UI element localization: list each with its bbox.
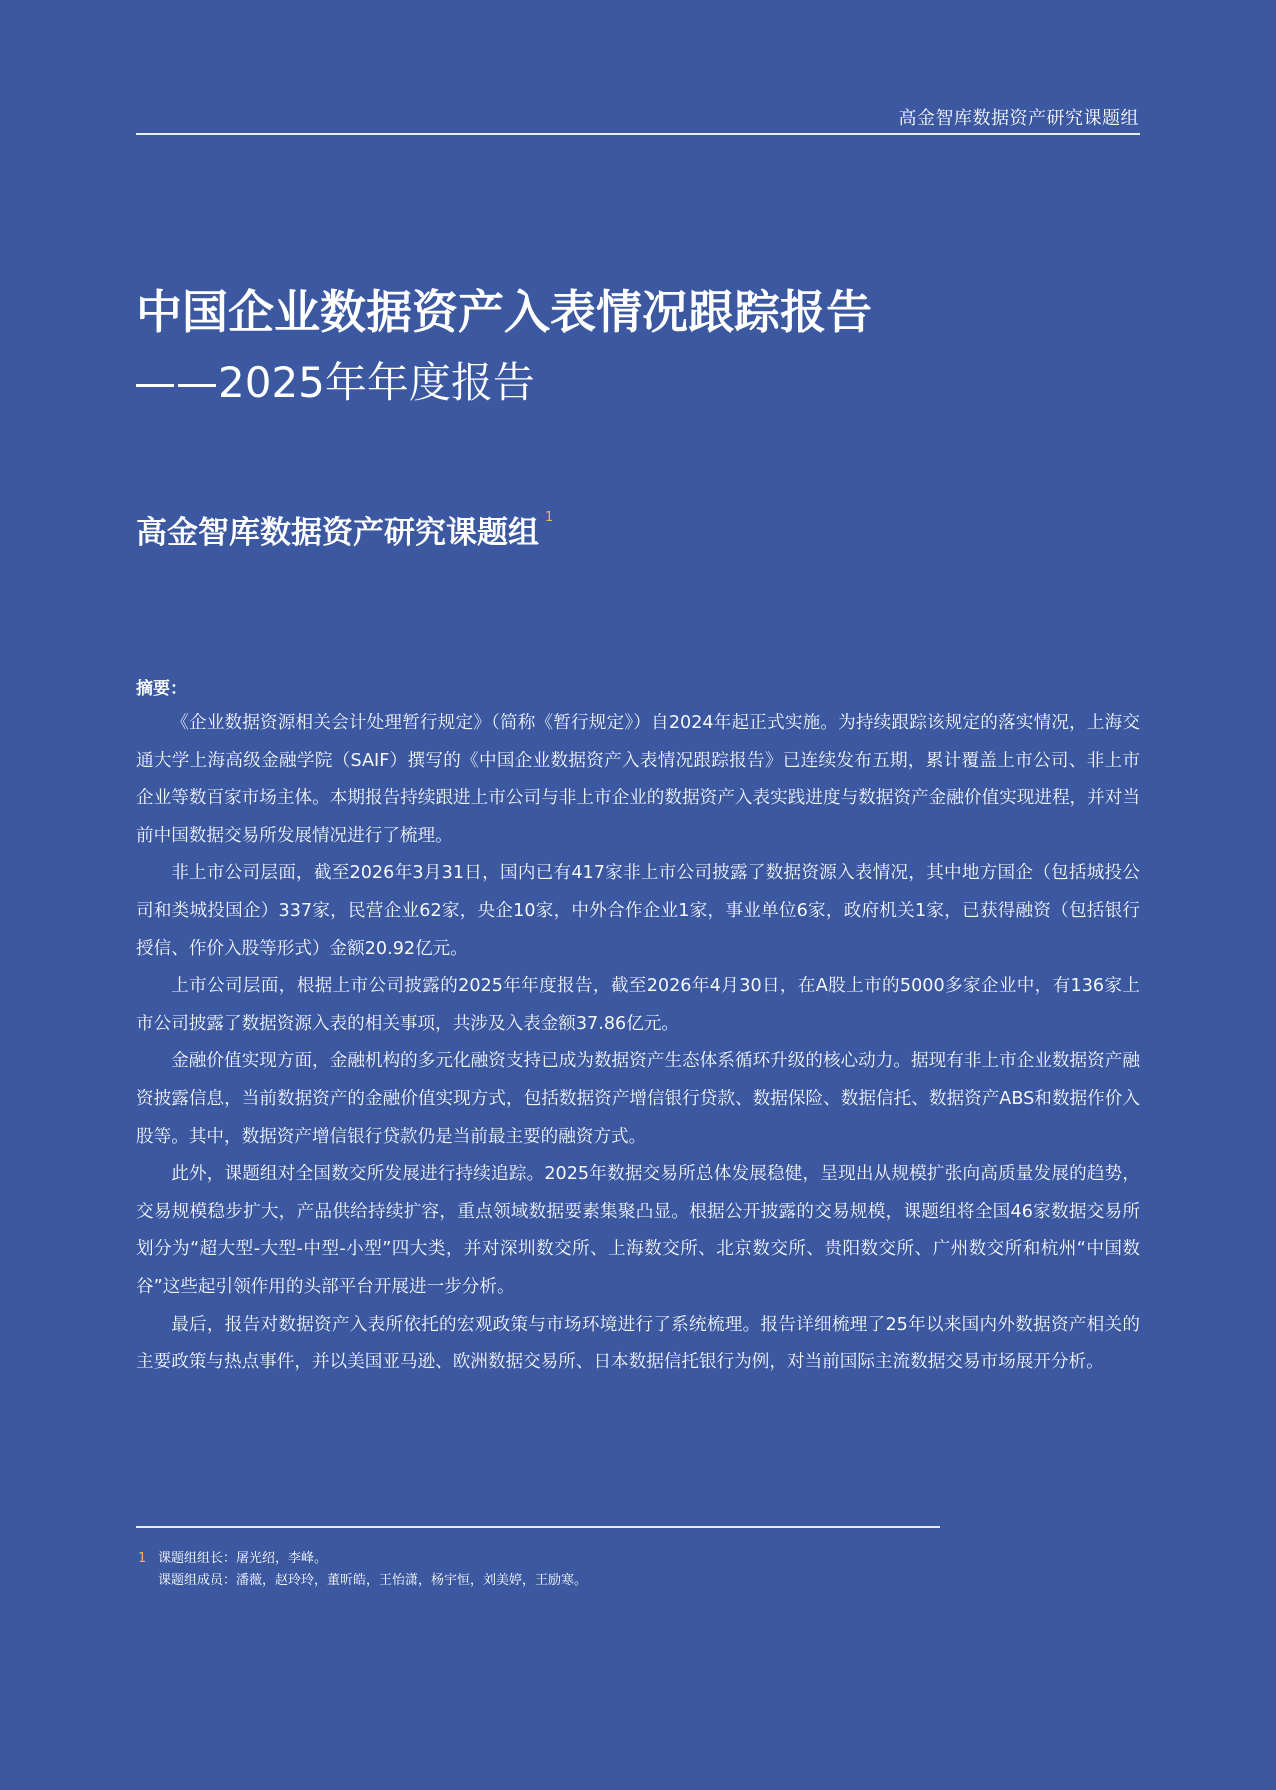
abstract-paragraph: 《企业数据资源相关会计处理暂行规定》（简称《暂行规定》）自2024年起正式实施。为持续跟踪该规定的落实情况，上海交通大学上海高级金融学院（SAIF）撰写的《中国企业数据资产入表情况跟踪报告》已连续发布五期，累计覆盖上市公司、非上市企业等数百家市场主体。本期报告持续跟进上市公司与非上市企业的数据资产入表实践进度与数据资产金融价值实现进程，并对当前中国数据交易所发展情况进行了梳理。 [136,713,1140,846]
abstract-paragraph: 上市公司层面，根据上市公司披露的2025年年度报告，截至2026年4月30日，在A股上市的5000多家企业中，有136家上市公司披露了数据资源入表的相关事项，共涉及入表金额37.86亿元。 [136,976,1140,1034]
author-name: 高金智库数据资产研究课题组 [136,515,539,551]
report-title: 中国企业数据资产入表情况跟踪报告 [136,285,872,339]
footnote [138,1548,587,1592]
header-org-name: 高金智库数据资产研究课题组 [898,108,1139,129]
abstract-paragraph: 金融价值实现方面，金融机构的多元化融资支持已成为数据资产生态体系循环升级的核心动力。据现有非上市企业数据资产融资披露信息，当前数据资产的金融价值实现方式，包括数据资产增信银行贷款、数据保险、数据信托、数据资产ABS和数据作价入股等。其中，数据资产增信银行贷款仍是当前最主要的融资方式。 [136,1051,1140,1147]
abstract-paragraph: 此外，课题组对全国数交所发展进行持续追踪。2025年数据交易所总体发展稳健，呈现出从规模扩张向高质量发展的趋势，交易规模稳步扩大，产品供给持续扩容，重点领域数据要素集聚凸显。根据公开披露的交易规模，课题组将全国46家数据交易所划分为“超大型-大型-中型-小型”四大类，并对深圳数交所、上海数交所、北京数交所、贵阳数交所、广州数交所和杭州“中国数谷”这些起引领作用的头部平台开展进一步分析。 [136,1164,1140,1297]
report-subtitle: ——2025年年度报告 [134,358,535,407]
header-divider [136,133,1140,135]
abstract-body [136,705,1140,1382]
footnote-divider [136,1526,940,1528]
abstract-label: 摘要： [136,679,187,699]
abstract-paragraph: 最后，报告对数据资产入表所依托的宏观政策与市场环境进行了系统梳理。报告详细梳理了25年以来国内外数据资产相关的主要政策与热点事件，并以美国亚马逊、欧洲数据交易所、日本数据信托银行为例，对当前国际主流数据交易市场展开分析。 [136,1314,1140,1373]
footnote-mark: 1 [138,1551,147,1566]
footnote-line-1 [138,1548,587,1570]
author-footnote-mark[interactable]: 1 [545,510,554,525]
footnote-members: 课题组成员：潘薇，赵玲玲，董昕皓，王怡潇，杨宇恒，刘美婷，王励寒。 [158,1573,588,1588]
footnote-leaders: 课题组组长：屠光绍，李峰。 [158,1551,328,1566]
author-block [136,493,553,558]
abstract-paragraph: 非上市公司层面，截至2026年3月31日，国内已有417家非上市公司披露了数据资源入表情况，其中地方国企（包括城投公司和类城投国企）337家，民营企业62家，央企10家，中外合作企业1家，事业单位6家，政府机关1家，已获得融资（包括银行授信、作价入股等形式）金额20.92亿元。 [136,863,1140,959]
